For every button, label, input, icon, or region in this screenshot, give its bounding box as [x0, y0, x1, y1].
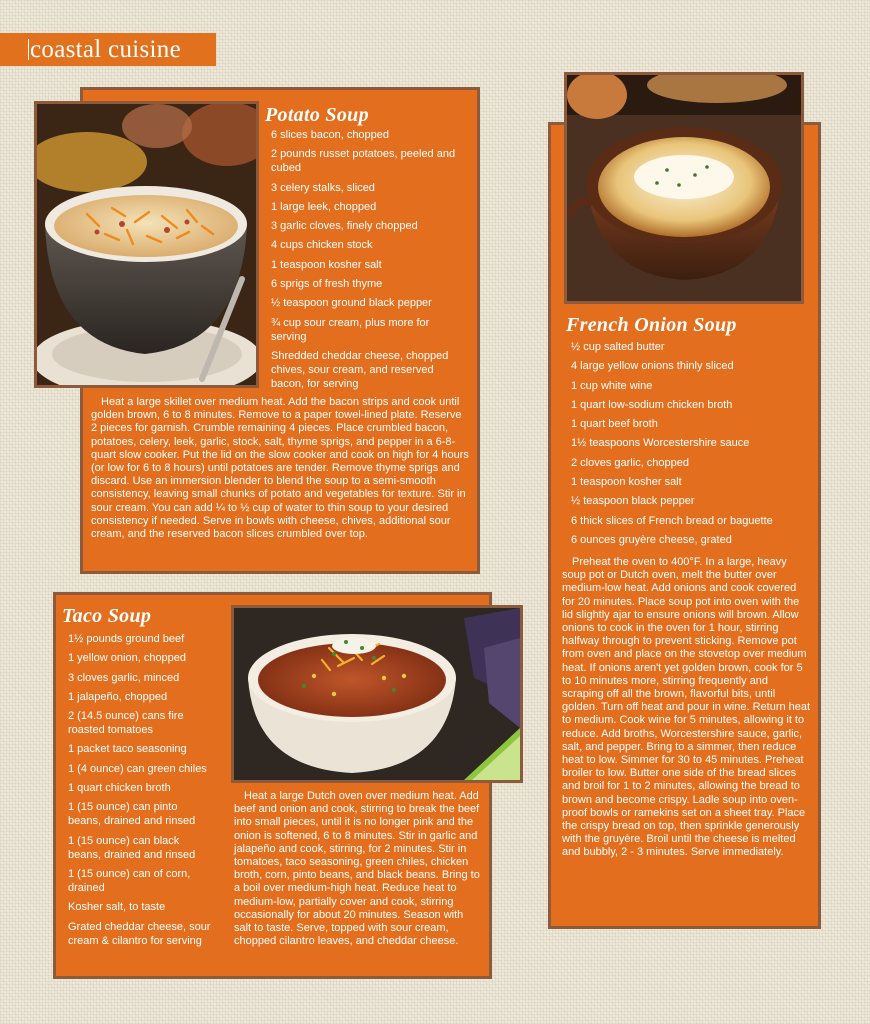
french-onion-soup-instructions: Preheat the oven to 400°F. In a large, heavy soup pot or Dutch oven, melt the butter over medium-low heat. Add onions and cook covered for 20 minutes. Place soup pot into oven with the lid slightly ajar to ensure onions will brown. Allow onions to cook in the oven for 1 hour, stirring halfway through to prevent sticking. Remove pot from oven and place on the stovetop over medium heat. If onions aren't yet golden brown, cook for 5 to 10 minutes more, stirring frequently and scraping off all the brown, flavorful bits, until golden. Turn off heat and pour in wine. Return heat to medium. Cook wine for 5 minutes, allowing it to reduce. Add broths, Worcestershire sauce, garlic, salt, and pepper. Bring to a simmer, then reduce heat to low. Simmer for 30 to 45 minutes. Preheat broiler to low. Butter one side of the bread slices and broil for 1 to 2 minutes, allowing the bread to brown and become crispy. Ladle soup into oven-proof bowls or ramekins set on a sheet tray. Place the crispy bread on top, then sprinkle generously with the gruyère. Broil until the cheese is melted and bubbly, 2 - 3 minutes. Serve immediately.	[562, 556, 811, 859]
section-label: coastal cuisine	[0, 33, 216, 66]
ingredient-item: 1 (4 ounce) can green chiles	[68, 762, 207, 775]
taco-soup-instructions: Heat a large Dutch oven over medium heat. Add beef and onion and cook, stirring to break the beef into small pieces, until it is no longer pink and the onion is softened, 6 to 8 minutes. Stir in garlic and jalapeño and cook, stirring, for 2 minutes. Stir in tomatoes, taco seasoning, green chiles, chicken broth, corn, pinto beans, and black beans. Bring to a boil over medium-high heat. Reduce heat to medium-low, partially cover and cook, stirring occasionally for about 20 minutes. Season with salt to taste. Serve, topped with sour cream, chopped cilantro leaves, and cheddar cheese.	[234, 790, 480, 948]
ingredient-item: 1½ pounds ground beef	[68, 633, 185, 645]
ingredient-item: 6 thick slices of French bread or baguette	[571, 514, 773, 527]
ingredient-item: Grated cheddar cheese, sour cream & cilantro for serving	[68, 920, 211, 947]
french-onion-soup-illustration	[567, 75, 801, 301]
taco-soup-title: Taco Soup	[62, 605, 152, 627]
ingredient-item: 1 quart beef broth	[571, 418, 658, 431]
ingredient-item: ½ cup salted butter	[571, 341, 665, 353]
ingredient-item: 1 teaspoon kosher salt	[271, 258, 382, 271]
ingredient-item: 1 (15 ounce) can black beans, drained and rinsed	[68, 834, 196, 861]
potato-soup-photo	[34, 101, 259, 388]
ingredient-item: ½ teaspoon black pepper	[571, 495, 695, 508]
potato-soup-illustration	[37, 104, 256, 385]
ingredient-item: Shredded cheddar cheese, chopped chives, sour cream, and reserved bacon, for serving	[271, 349, 449, 390]
ingredient-item: 1 yellow onion, chopped	[68, 652, 187, 665]
potato-soup-instructions: Heat a large skillet over medium heat. Add the bacon strips and cook until golden brown, 6 to 8 minutes. Remove to a paper towel-lined plate. Reserve 2 pieces for garnish. Crumble remaining 4 pieces. Place crumbled bacon, potatoes, celery, leek, garlic, stock, salt, thyme sprigs, and pepper in a 6-8-quart slow cooker. Put the lid on the slow cooker and cook on high for 4 hours (or low for 6 to 8 hours) until potatoes are tender. Remove thyme sprigs and discard. Use an immersion blender to blend the soup to a semi-smooth consistency, leaving small chunks of potato and vegetables for texture. Stir in sour cream. You can add ¼ to ½ cup of water to thin soup to your desired consistency if needed. Serve in bowls with cheese, chives, additional sour cream, and the reserved bacon slices crumbled over top.	[91, 396, 469, 541]
ingredient-item: Kosher salt, to taste	[68, 901, 166, 914]
ingredient-item: 4 large yellow onions thinly sliced	[571, 360, 734, 373]
ingredient-item: 6 sprigs of fresh thyme	[271, 278, 383, 291]
ingredient-item: 3 garlic cloves, finely chopped	[271, 220, 418, 233]
ingredient-item: 3 cloves garlic, minced	[68, 671, 180, 684]
taco-soup-illustration	[234, 608, 520, 780]
french-onion-soup-title: French Onion Soup	[566, 314, 737, 336]
ingredient-item: 3 celery stalks, sliced	[271, 181, 375, 194]
ingredient-item: ½ teaspoon ground black pepper	[271, 297, 432, 310]
ingredient-item: 1 jalapeño, chopped	[68, 690, 168, 703]
ingredient-item: 1 quart chicken broth	[68, 782, 171, 795]
taco-soup-photo	[231, 605, 523, 783]
ingredient-item: 1 quart low-sodium chicken broth	[571, 398, 733, 411]
ingredient-item: 1 teaspoon kosher salt	[571, 476, 682, 489]
potato-soup-ingredients	[271, 128, 471, 396]
ingredient-item: 6 slices bacon, chopped	[271, 129, 390, 141]
taco-soup-ingredients	[68, 632, 226, 953]
ingredient-item: 1 (15 ounce) can of corn, drained	[68, 867, 191, 894]
ingredient-item: 6 ounces gruyère cheese, grated	[571, 533, 732, 546]
ingredient-item: 4 cups chicken stock	[271, 239, 373, 252]
ingredient-item: 1 cup white wine	[571, 379, 653, 392]
ingredient-item: 2 pounds russet potatoes, peeled and cubed	[271, 148, 456, 175]
ingredient-item: 2 (14.5 ounce) cans fire roasted tomatoes	[68, 710, 184, 737]
ingredient-item: 2 cloves garlic, chopped	[571, 456, 690, 469]
potato-soup-title: Potato Soup	[265, 104, 369, 126]
french-onion-soup-photo	[564, 72, 804, 304]
ingredient-item: 1½ teaspoons Worcestershire sauce	[571, 437, 750, 450]
ingredient-item: ¾ cup sour cream, plus more for serving	[271, 316, 430, 343]
french-onion-soup-ingredients	[571, 340, 811, 552]
ingredient-item: 1 large leek, chopped	[271, 200, 377, 213]
ingredient-item: 1 packet taco seasoning	[68, 743, 187, 756]
ingredient-item: 1 (15 ounce) can pinto beans, drained and rinsed	[68, 801, 196, 828]
